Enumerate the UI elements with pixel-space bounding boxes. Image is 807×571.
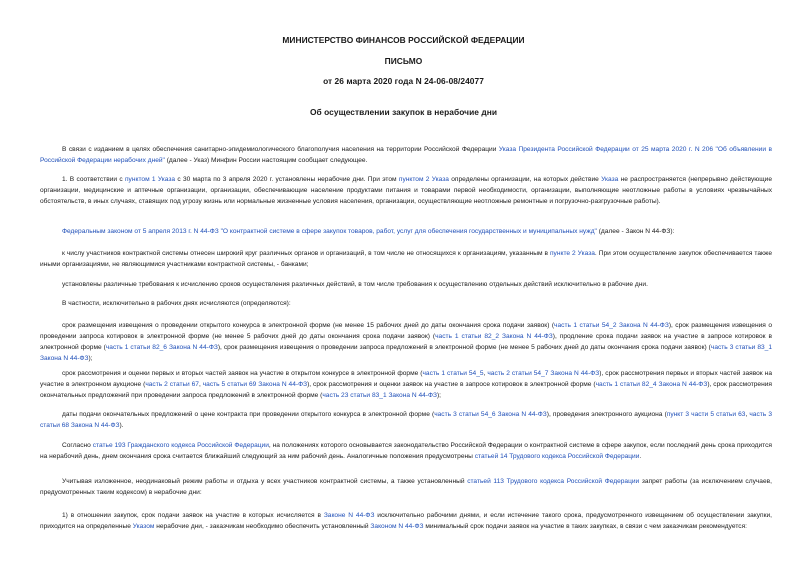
link-civil-code-193[interactable]: статье 193 Гражданского кодекса Российской Федерации bbox=[92, 442, 269, 449]
paragraph-item-1-procurement: 1) в отношении закупок, срок подачи заявок на участие в которых исчисляется в Законе N 44-ФЗ исключительно рабочими днями, и если истечение такого срока, предусмотренного извещением об осуществлении закупки, приходится на определенные Указом нерабочие дни, - заказчикам необходимо обеспечить установленный Законом N 44-ФЗ минимальный срок подачи заявок на участие в таких закупках, в связи с чем заказчикам рекомендуется: bbox=[40, 512, 772, 530]
link-art-54-2[interactable]: часть 1 статьи 54_2 Закона N 44-ФЗ bbox=[554, 322, 669, 329]
link-decree-206[interactable]: Указа Президента Российской Федерации от 25 марта 2020 г. N 206 "Об объявлении в Российской Федерации нерабочих дней" bbox=[40, 146, 772, 164]
document-type: ПИСЬМО bbox=[384, 56, 423, 66]
link-art-83-1[interactable]: часть 3 статьи 83_1 Закона N 44-ФЗ bbox=[40, 344, 772, 362]
link-law-44-b[interactable]: Законом N 44-ФЗ bbox=[370, 523, 424, 530]
link-decree-point-1[interactable]: пунктом 1 Указа bbox=[124, 176, 176, 183]
paragraph-working-days: В частности, исключительно в рабочих днях исчисляются (определяются): bbox=[62, 300, 291, 307]
paragraph-civil-code: Согласно статье 193 Гражданского кодекса Российской Федерации, на положениях которого основывается законодательство Российской Федерации о контрактной системе в сфере закупок, если последний день срока приходится на нерабочий день, днем окончания срока считается ближайший следующий за ним рабочий день. Аналогичные положения предусмотрены статьей 14 Трудового кодекса Российской Федерации. bbox=[40, 442, 772, 460]
paragraph-participants: к числу участников контрактной системы отнесен широкий круг различных органов и организаций, в том числе не относящихся к организациям, указанным в пункте 2 Указа. При этом осуществление закупок обеспечивается также иными организациями, не являющимися участниками контрактной системы, - банками; bbox=[40, 250, 772, 268]
link-decree-point-2[interactable]: пунктом 2 Указа bbox=[398, 176, 449, 183]
link-labor-code-14[interactable]: статьей 14 Трудового кодекса Российской Федерации bbox=[474, 453, 640, 460]
link-law-44[interactable]: Законе N 44-ФЗ bbox=[323, 512, 375, 519]
link-art-83-1-23[interactable]: часть 23 статьи 83_1 Закона N 44-ФЗ bbox=[322, 392, 437, 399]
link-decree-point-2-b[interactable]: пункте 2 Указа bbox=[549, 250, 595, 257]
link-art-63[interactable]: пункт 3 части 5 статьи 63 bbox=[666, 411, 746, 418]
link-decree[interactable]: Указа bbox=[601, 176, 619, 183]
paragraph-item-1: 1. В соответствии с пунктом 1 Указа с 30 марта по 3 апреля 2020 г. установлены нерабочие дни. При этом пунктом 2 Указа определены организации, на которых действие Указа не распространяется (непрерывно действующие организации, медицинские и аптечные организации, организации, обеспечивающие население продуктами питания и товарами первой необходимости, организации, выполняющие неотложные работы в условиях чрезвычайных обстоятельств, в иных случаях, ставящих под угрозу жизнь или нормальные жизненные условия населения, организации, осуществляющие неотложные ремонтные и погрузочно-разгрузочные работы). bbox=[40, 176, 773, 205]
link-art-82-6[interactable]: часть 1 статьи 82_6 Закона N 44-ФЗ bbox=[105, 344, 218, 351]
paragraph-requirements: установлены различные требования к исчислению сроков осуществления различных действий, в том числе требования к осуществлению отдельных действий исключительно в рабочие дни. bbox=[62, 281, 648, 288]
link-art-69[interactable]: часть 5 статьи 69 Закона N 44-ФЗ bbox=[202, 381, 308, 388]
ministry-heading: МИНИСТЕРСТВО ФИНАНСОВ РОССИЙСКОЙ ФЕДЕРАЦИИ bbox=[282, 35, 525, 45]
document-date-number: от 26 марта 2020 года N 24-06-08/24077 bbox=[323, 76, 484, 86]
link-decree-b[interactable]: Указом bbox=[132, 523, 155, 530]
paragraph-final-offers: даты подачи окончательных предложений о цене контракта при проведении открытого конкурса в электронной форме (часть 3 статьи 54_6 Закона N 44-ФЗ), проведения электронного аукциона (пункт 3 части 5 статьи 63, часть 3 статьи 68 Закона N 44-ФЗ). bbox=[40, 411, 772, 429]
link-art-82-4[interactable]: часть 1 статьи 82_4 Закона N 44-ФЗ bbox=[595, 381, 708, 388]
link-art-54-7[interactable]: часть 2 статьи 54_7 Закона N 44-ФЗ bbox=[487, 370, 600, 377]
link-art-82-2[interactable]: часть 1 статьи 82_2 Закона N 44-ФЗ bbox=[435, 333, 553, 340]
paragraph-considering: Учитывая изложенное, неодинаковый режим работы и отдыха у всех участников контрактной системы, а также установленный статьей 113 Трудового кодекса Российской Федерации запрет работы (за исключением случаев, предусмотренных таким кодексом) в нерабочие дни: bbox=[40, 478, 772, 496]
link-labor-code-113[interactable]: статьей 113 Трудового кодекса Российской Федерации bbox=[467, 478, 640, 485]
document-subject: Об осуществлении закупок в нерабочие дни bbox=[309, 107, 498, 117]
paragraph-intro: В связи с изданием в целях обеспечения санитарно-эпидемиологического благополучия населения на территории Российской Федерации Указа Президента Российской Федерации от 25 марта 2020 г. N 206 "Об объявлении в Российской Федерации нерабочих дней" (далее - Указ) Минфин России настоящим сообщает следующее. bbox=[40, 146, 772, 164]
paragraph-placement-terms: срок размещения извещения о проведении открытого конкурса в электронной форме (не менее 15 рабочих дней до даты окончания срока подачи заявок) (часть 1 статьи 54_2 Закона N 44-ФЗ), срок размещения извещения о проведении запроса котировок в электронной форме (не менее 5 рабочих дней до даты окончания срока подачи заявок) (часть 1 статьи 82_2 Закона N 44-ФЗ), продление срока подачи заявок на участие в запросе котировок в электронной форме (часть 1 статьи 82_6 Закона N 44-ФЗ), срок размещения извещения о проведении запроса предложений в электронной форме (не менее 5 рабочих дней до даты окончания срока подачи заявок) (часть 3 статьи 83_1 Закона N 44-ФЗ); bbox=[40, 322, 772, 362]
link-federal-law-44[interactable]: Федеральным законом от 5 апреля 2013 г. N 44-ФЗ "О контрактной системе в сфере закупок товаров, работ, услуг для обеспечения государственных и муниципальных нужд" bbox=[62, 228, 597, 235]
link-art-54-6[interactable]: часть 3 статьи 54_6 Закона N 44-ФЗ bbox=[434, 411, 547, 418]
link-art-67[interactable]: часть 2 статьи 67 bbox=[145, 381, 199, 388]
paragraph-federal-law: Федеральным законом от 5 апреля 2013 г. N 44-ФЗ "О контрактной системе в сфере закупок товаров, работ, услуг для обеспечения государственных и муниципальных нужд" (далее - Закон N 44-ФЗ): bbox=[62, 228, 675, 235]
link-art-68[interactable]: часть 3 статьи 68 Закона N 44-ФЗ bbox=[40, 411, 772, 429]
link-art-54-5[interactable]: часть 1 статьи 54_5 bbox=[422, 370, 484, 377]
paragraph-review-terms: срок рассмотрения и оценки первых и вторых частей заявок на участие в открытом конкурсе в электронной форме (часть 1 статьи 54_5, часть 2 статьи 54_7 Закона N 44-ФЗ), срок рассмотрения первых и вторых частей заявок на участие в электронном аукционе (часть 2 статьи 67, часть 5 статьи 69 Закона N 44-ФЗ), срок рассмотрения и оценки заявок на участие в запросе котировок в электронной форме (часть 1 статьи 82_4 Закона N 44-ФЗ), срок рассмотрения окончательных предложений при проведении запроса предложений в электронной форме (часть 23 статьи 83_1 Закона N 44-ФЗ); bbox=[40, 370, 772, 399]
